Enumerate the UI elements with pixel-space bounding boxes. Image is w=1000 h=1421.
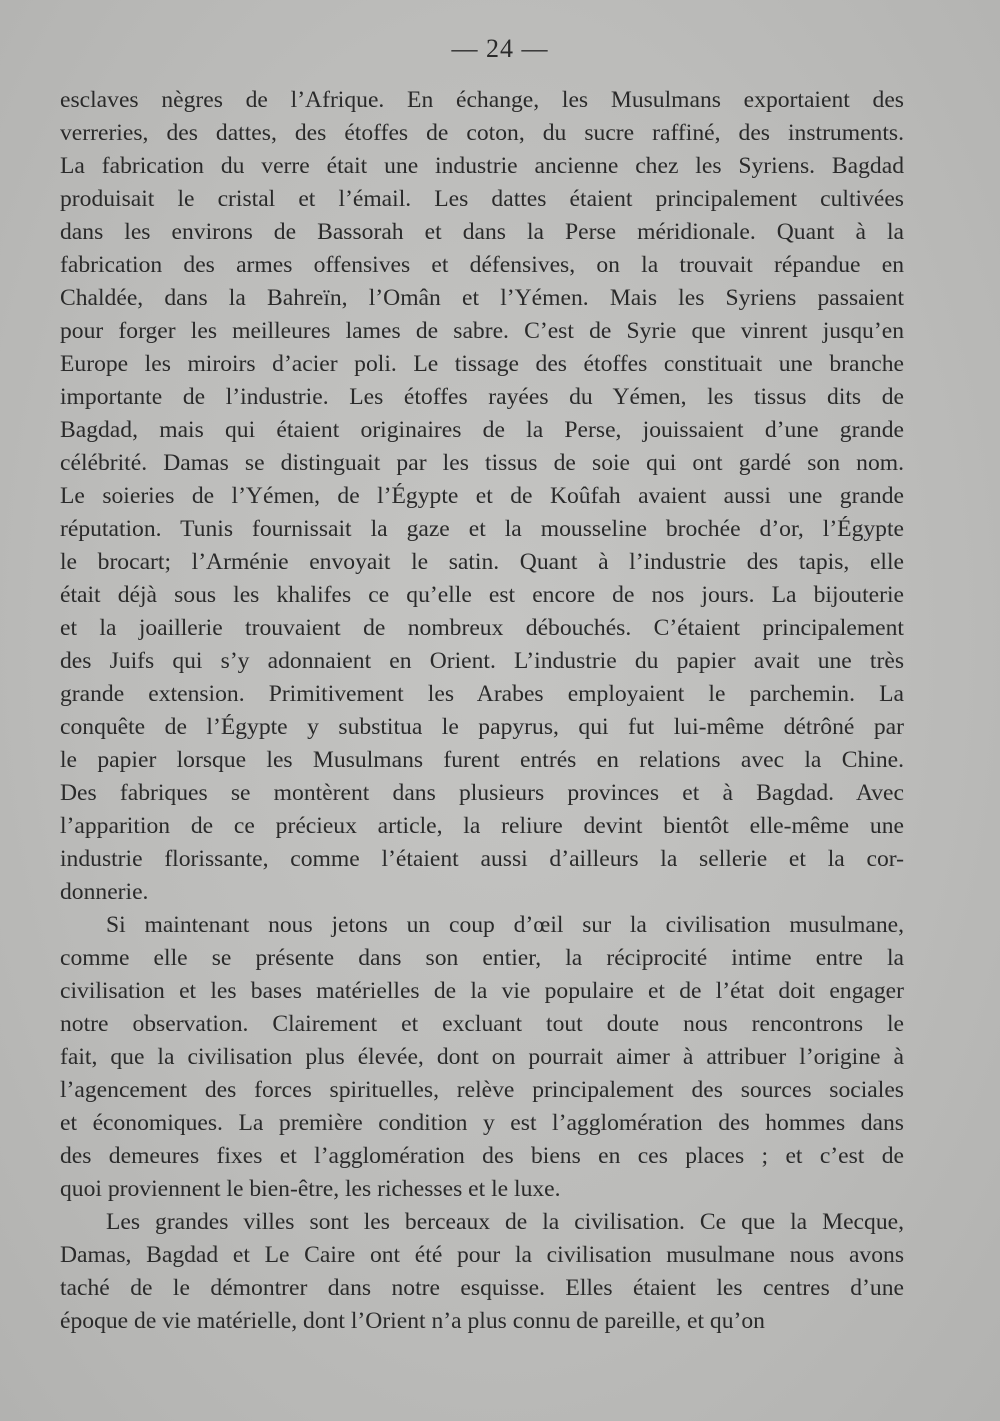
text-line: Europe les miroirs d’acier poli. Le tissage des étoffes constituait une branche xyxy=(60,351,904,377)
text-line: le papier lorsque les Musulmans furent entrés en relations avec la Chine. xyxy=(60,747,904,773)
body-text xyxy=(60,84,904,1338)
paragraph xyxy=(60,1206,904,1338)
paragraph xyxy=(60,84,904,909)
text-line: des Juifs qui s’y adonnaient en Orient. L’industrie du papier avait une très xyxy=(60,648,904,674)
text-line: l’agencement des forces spirituelles, relève principalement des sources sociales xyxy=(60,1077,904,1103)
text-line: taché de le démontrer dans notre esquisse. Elles étaient les centres d’une xyxy=(60,1275,904,1301)
text-line: verreries, des dattes, des étoffes de coton, du sucre raffiné, des instruments. xyxy=(60,120,904,146)
paragraph xyxy=(60,909,904,1206)
text-line: esclaves nègres de l’Afrique. En échange, les Musulmans exportaient des xyxy=(60,87,904,113)
text-line: grande extension. Primitivement les Arabes employaient le parchemin. La xyxy=(60,681,904,707)
page-number: — 24 — xyxy=(451,34,549,63)
text-line: des demeures fixes et l’agglomération des biens en ces places ; et c’est de xyxy=(60,1143,904,1169)
text-line: pour forger les meilleures lames de sabre. C’est de Syrie que vinrent jusqu’en xyxy=(60,318,904,344)
text-line: importante de l’industrie. Les étoffes rayées du Yémen, les tissus dits de xyxy=(60,384,904,410)
text-line: industrie florissante, comme l’étaient aussi d’ailleurs la sellerie et la cor- xyxy=(60,846,904,872)
text-line: célébrité. Damas se distinguait par les tissus de soie qui ont gardé son nom. xyxy=(60,450,904,476)
text-line: Bagdad, mais qui étaient originaires de la Perse, jouissaient d’une grande xyxy=(60,417,904,443)
text-line: produisait le cristal et l’émail. Les dattes étaient principalement cultivées xyxy=(60,186,904,212)
text-line: Si maintenant nous jetons un coup d’œil sur la civilisation musulmane, xyxy=(106,912,904,938)
text-line: La fabrication du verre était une industrie ancienne chez les Syriens. Bagdad xyxy=(60,153,904,179)
text-line: Damas, Bagdad et Le Caire ont été pour la civilisation musulmane nous avons xyxy=(60,1242,904,1268)
text-line: et la joaillerie trouvaient de nombreux débouchés. C’étaient principalement xyxy=(60,615,904,641)
text-line: et économiques. La première condition y est l’agglomération des hommes dans xyxy=(60,1110,904,1136)
text-line: fabrication des armes offensives et défensives, on la trouvait répandue en xyxy=(60,252,904,278)
text-line: Des fabriques se montèrent dans plusieurs provinces et à Bagdad. Avec xyxy=(60,780,904,806)
text-line: conquête de l’Égypte y substitua le papyrus, qui fut lui-même détrôné par xyxy=(60,714,904,740)
text-line: notre observation. Clairement et excluant tout doute nous rencontrons le xyxy=(60,1011,904,1037)
text-line: était déjà sous les khalifes ce qu’elle est encore de nos jours. La bijouterie xyxy=(60,582,904,608)
text-line: dans les environs de Bassorah et dans la Perse méridionale. Quant à la xyxy=(60,219,904,245)
text-line: comme elle se présente dans son entier, la réciprocité intime entre la xyxy=(60,945,904,971)
text-line: Chaldée, dans la Bahreïn, l’Omân et l’Yémen. Mais les Syriens passaient xyxy=(60,285,904,311)
text-line: époque de vie matérielle, dont l’Orient n’a plus connu de pareille, et qu’on xyxy=(60,1308,765,1334)
text-line: l’apparition de ce précieux article, la reliure devint bientôt elle-même une xyxy=(60,813,904,839)
text-line: Le soieries de l’Yémen, de l’Égypte et de Koûfah avaient aussi une grande xyxy=(60,483,904,509)
text-line: donnerie. xyxy=(60,879,149,905)
text-line: le brocart; l’Arménie envoyait le satin. Quant à l’industrie des tapis, elle xyxy=(60,549,904,575)
text-line: civilisation et les bases matérielles de la vie populaire et de l’état doit engager xyxy=(60,978,904,1004)
text-line: quoi proviennent le bien-être, les richesses et le luxe. xyxy=(60,1176,561,1202)
text-line: Les grandes villes sont les berceaux de la civilisation. Ce que la Mecque, xyxy=(106,1209,904,1235)
text-line: fait, que la civilisation plus élevée, dont on pourrait aimer à attribuer l’origine à xyxy=(60,1044,904,1070)
text-line: réputation. Tunis fournissait la gaze et la mousseline brochée d’or, l’Égypte xyxy=(60,516,904,542)
